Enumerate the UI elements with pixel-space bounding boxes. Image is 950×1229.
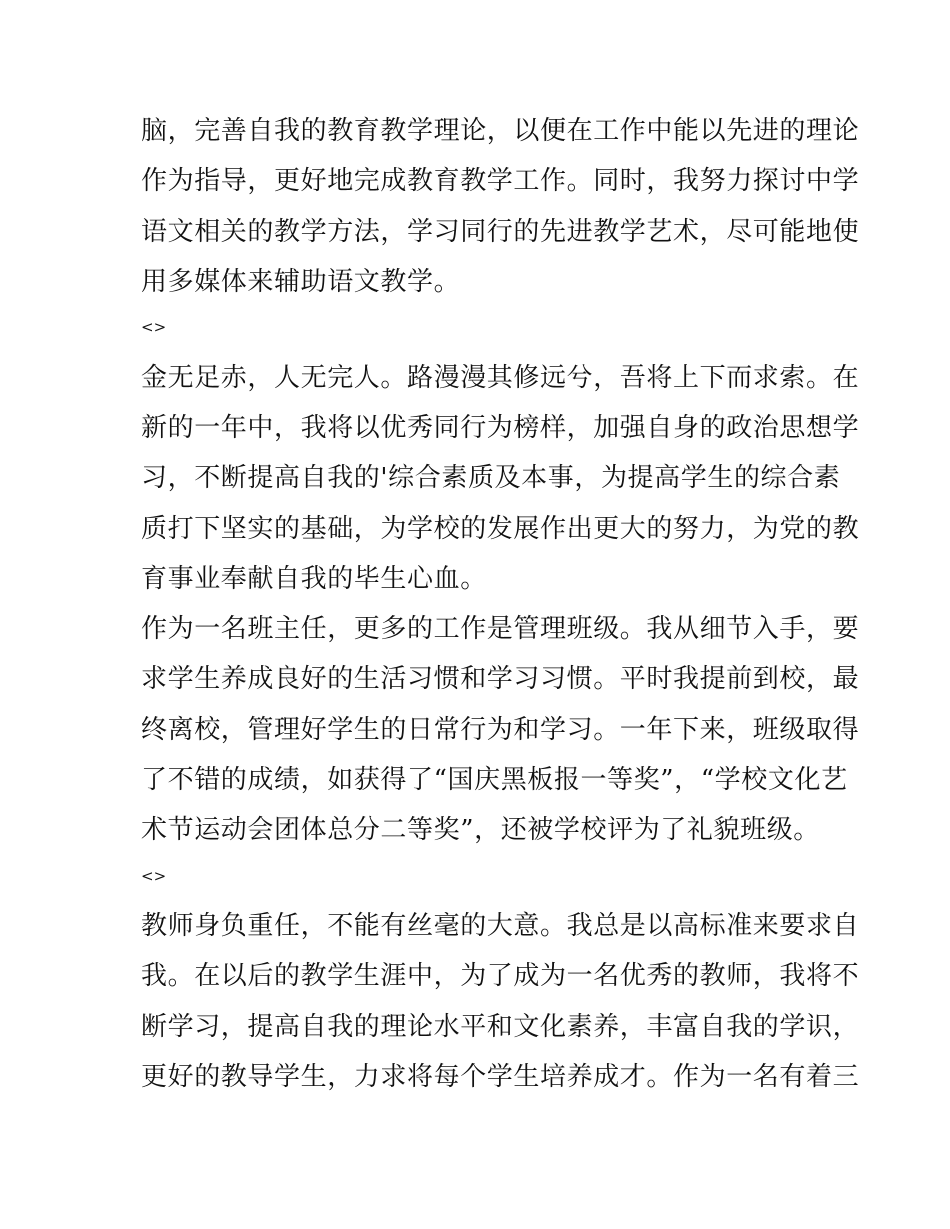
text-line: 育事业奉献自我的毕生心血。 [141, 564, 487, 594]
text-line: 语文相关的教学方法，学习同行的先进教学艺术，尽可能地使 [141, 217, 860, 247]
text-line: 更好的教导学生，力求将每个学生培养成才。作为一名有着三 [141, 1062, 860, 1092]
text-line: 求学生养成良好的生活习惯和学习习惯。平时我提前到校，最 [141, 664, 860, 694]
text-line: 质打下坚实的基础，为学校的发展作出更大的努力，为党的教 [141, 514, 860, 544]
section-marker: <> [141, 867, 167, 885]
text-line: 终离校，管理好学生的日常行为和学习。一年下来，班级取得 [141, 715, 860, 745]
text-line: 习，不断提高自我的'综合素质及本事，为提高学生的综合素 [141, 463, 841, 493]
text-line: 作为指导，更好地完成教育教学工作。同时，我努力探讨中学 [141, 166, 860, 196]
text-line: 脑，完善自我的教育教学理论，以便在工作中能以先进的理论 [141, 116, 860, 146]
text-line: 金无足赤，人无完人。路漫漫其修远兮，吾将上下而求索。在 [141, 363, 860, 393]
text-line: 了不错的成绩，如获得了“国庆黑板报一等奖”，“学校文化艺 [141, 765, 848, 795]
text-line: 断学习，提高自我的理论水平和文化素养，丰富自我的学识， [141, 1012, 860, 1042]
text-line: 新的一年中，我将以优秀同行为榜样，加强自身的政治思想学 [141, 413, 860, 443]
section-marker: <> [141, 318, 167, 336]
text-line: 术节运动会团体总分二等奖”，还被学校评为了礼貌班级。 [141, 815, 820, 845]
text-line: 教师身负重任，不能有丝毫的大意。我总是以高标准来要求自 [141, 911, 860, 941]
text-line: 作为一名班主任，更多的工作是管理班级。我从细节入手，要 [141, 614, 860, 644]
text-line: 我。在以后的教学生涯中，为了成为一名优秀的教师，我将不 [141, 961, 860, 991]
text-line: 用多媒体来辅助语文教学。 [141, 267, 461, 297]
